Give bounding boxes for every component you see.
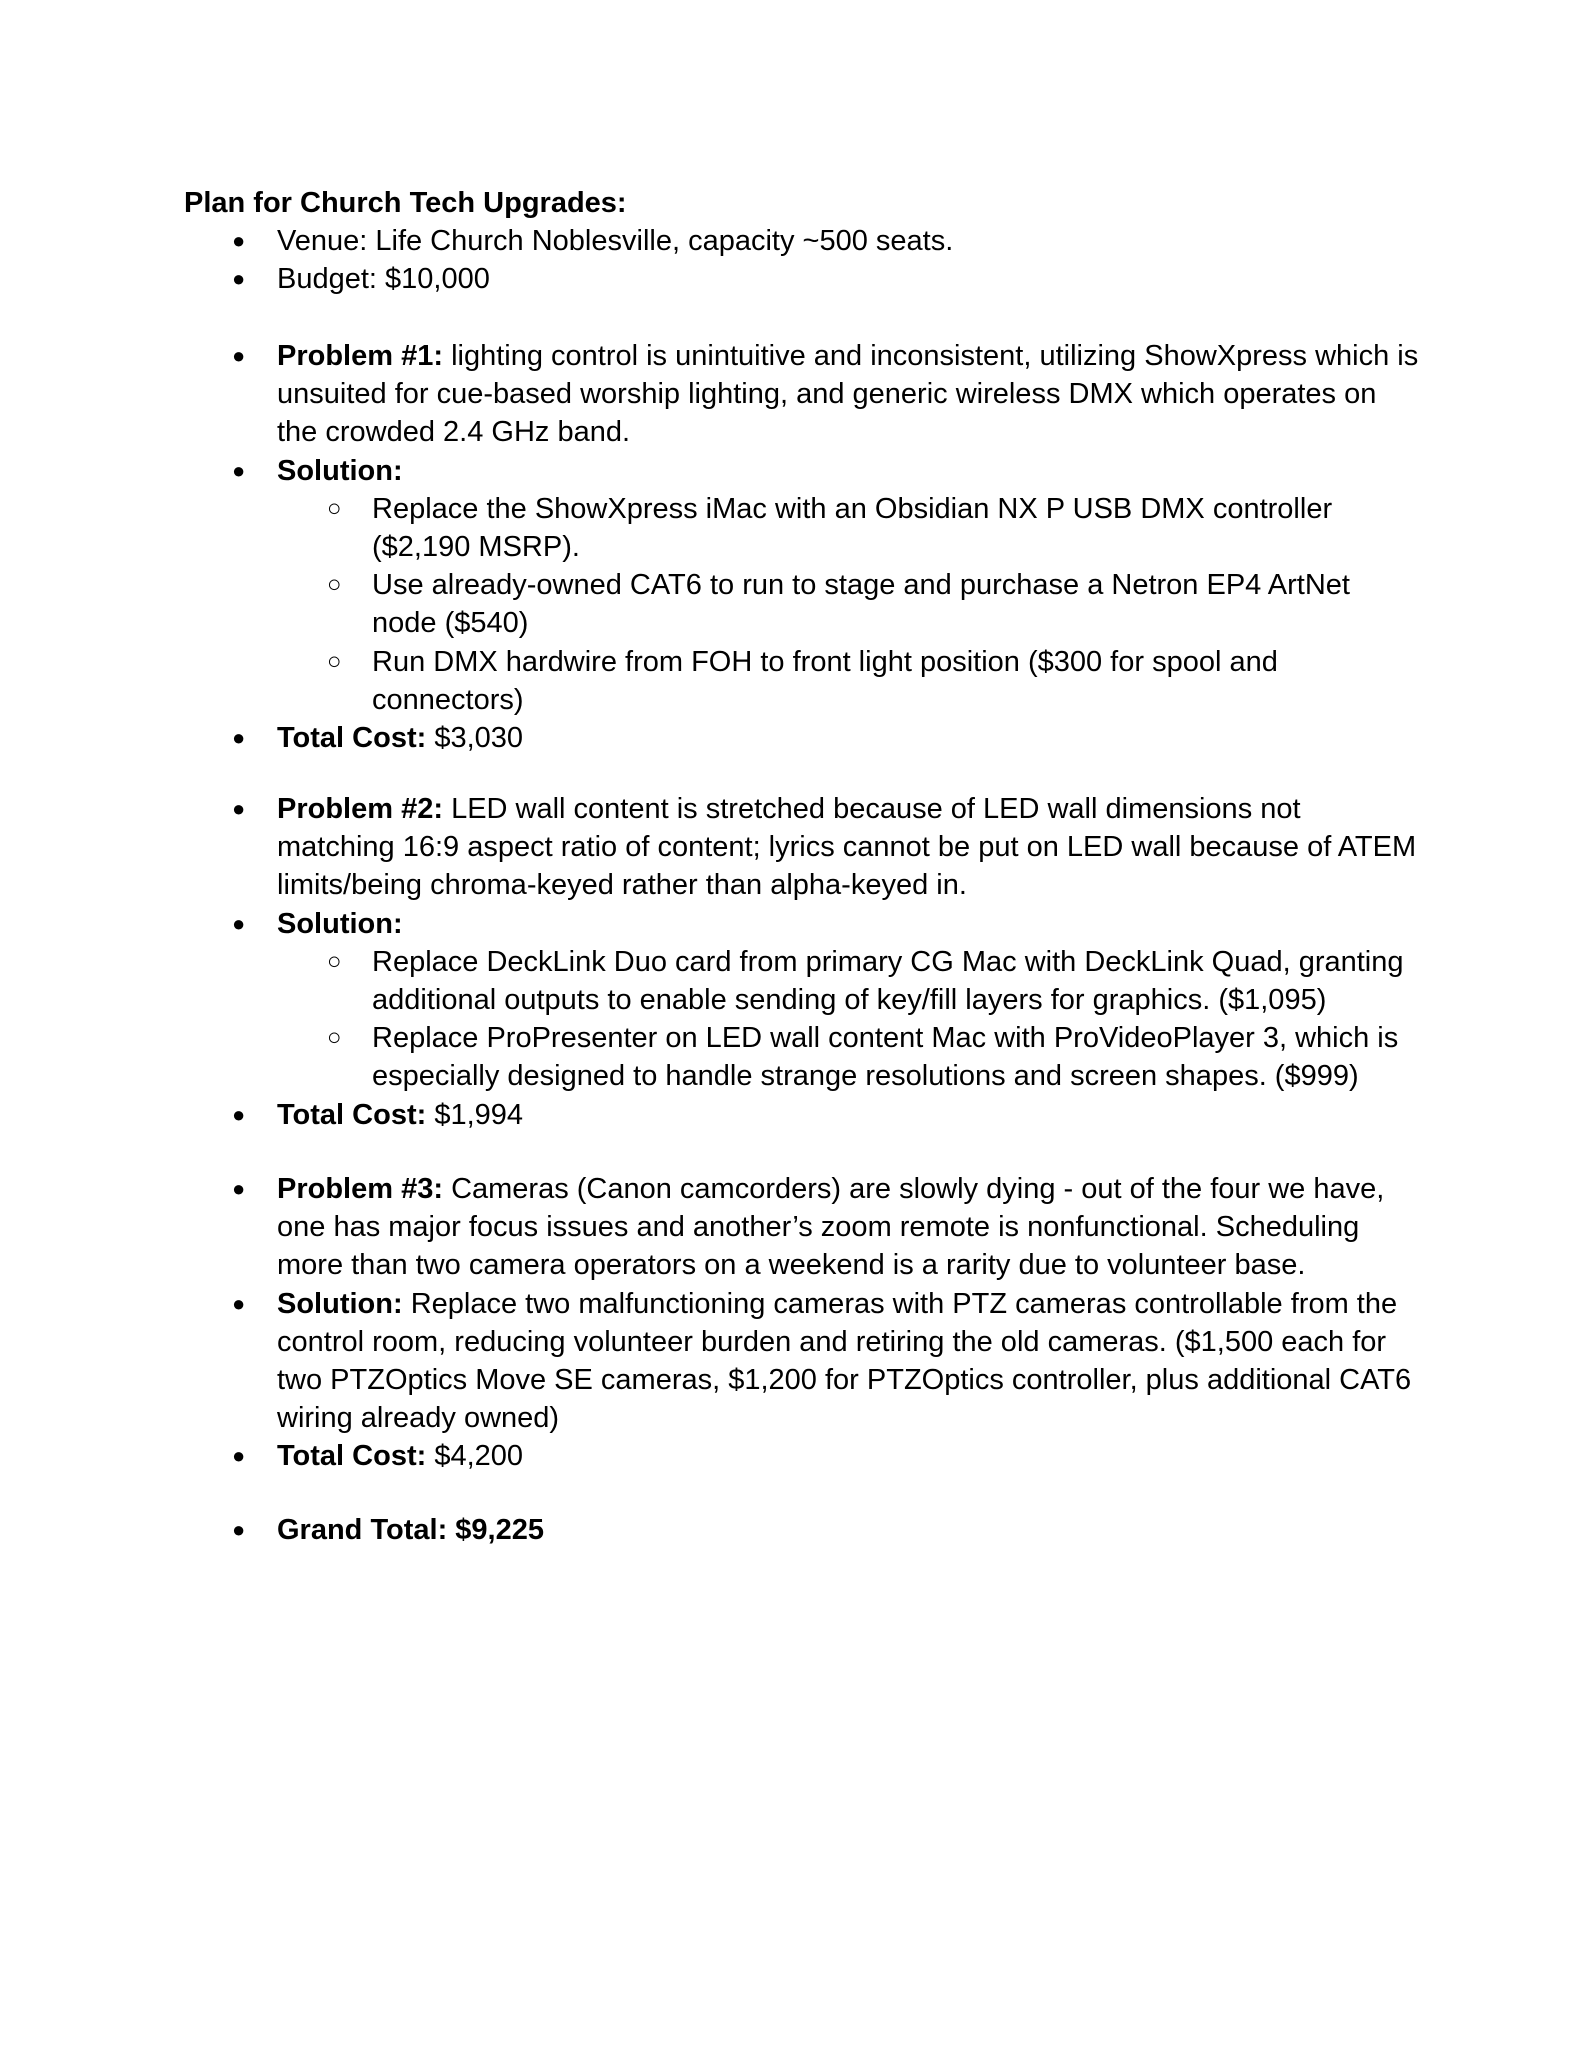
solution1-subitem-text: Run DMX hardwire from FOH to front light position ($300 for spool and connectors) [372, 645, 1278, 716]
solution1-item [0, 452, 1422, 490]
bullet-icon: ● [232, 343, 246, 368]
solution2-subitem [0, 1019, 1422, 1095]
total2-label: Total Cost: [277, 1098, 427, 1131]
total3-item [0, 1437, 1422, 1475]
total1-value: $3,030 [434, 722, 524, 755]
venue-item [0, 222, 1422, 260]
hollow-bullet-icon: ○ [327, 494, 342, 522]
problem1-section [0, 337, 1596, 757]
intro-section [0, 222, 1596, 298]
hollow-bullet-icon: ○ [327, 571, 342, 599]
problem1-text: lighting control is unintuitive and inconsistent, utilizing ShowXpress which is unsuited for cue-based worship lighting, and generic wireless DMX which operates on the crowded 2.4 GHz band. [277, 340, 1419, 449]
bullet-icon: ● [232, 910, 246, 936]
total1-item [0, 719, 1422, 757]
solution2-item [0, 905, 1422, 943]
grand-total-item [0, 1511, 1422, 1549]
problem3-section [0, 1170, 1596, 1476]
problem1-label: Problem #1: [277, 340, 443, 372]
problem2-section [0, 790, 1596, 1134]
bullet-icon: ● [232, 1101, 246, 1127]
solution3-text: Replace two malfunctioning cameras with PTZ cameras controllable from the control room, reducing volunteer burden and retiring the old cameras. ($1,500 each for two PTZOptics Move SE cameras, $1,200 for PTZOptics controller, plus additional CAT6 wiring already owned) [277, 1287, 1412, 1435]
grand-total-value: $9,225 [455, 1514, 544, 1546]
page-title: Plan for Church Tech Upgrades: [184, 187, 627, 219]
problem2-label: Problem #2: [277, 793, 443, 825]
solution1-subitem-text: Replace the ShowXpress iMac with an Obsidian NX P USB DMX controller ($2,190 MSRP). [372, 492, 1333, 564]
problem3-text: Cameras (Canon camcorders) are slowly dying - out of the four we have, one has major focus issues and another’s zoom remote is nonfunctional. Scheduling more than two camera operators on a weekend is a rarity due to volunteer base. [277, 1173, 1385, 1282]
solution1-subitem [0, 490, 1422, 566]
bullet-icon: ● [232, 1517, 246, 1542]
hollow-bullet-icon: ○ [327, 1024, 342, 1052]
bullet-icon: ● [232, 1290, 246, 1316]
solution3-item [0, 1285, 1429, 1438]
problem3-item [0, 1170, 1422, 1285]
solution1-subitem [0, 566, 1422, 642]
bullet-icon: ● [232, 1443, 246, 1469]
total2-item [0, 1096, 1422, 1134]
solution1-label: Solution: [277, 454, 403, 487]
total3-label: Total Cost: [277, 1440, 427, 1473]
total3-value: $4,200 [434, 1440, 524, 1473]
budget-item [0, 260, 1422, 298]
problem1-item [0, 337, 1422, 452]
bullet-icon: ● [232, 725, 246, 751]
bullet-icon: ● [232, 457, 246, 483]
bullet-icon: ● [232, 266, 246, 292]
solution3-label: Solution: [277, 1287, 403, 1320]
problem2-text: LED wall content is stretched because of LED wall dimensions not matching 16:9 aspect ratio of content; lyrics cannot be put on LED wall because of ATEM limits/being chroma-keyed rather than alpha-keyed in. [277, 793, 1417, 902]
problem2-item [0, 790, 1422, 905]
problem3-label: Problem #3: [277, 1173, 443, 1205]
bullet-icon: ● [232, 1176, 246, 1201]
hollow-bullet-icon: ○ [327, 947, 342, 975]
solution2-subitem [0, 943, 1422, 1019]
total1-label: Total Cost: [277, 722, 427, 755]
budget-text: Budget: $10,000 [277, 263, 490, 296]
solution2-subitem-text: Replace ProPresenter on LED wall content Mac with ProVideoPlayer 3, which is especially designed to handle strange resolutions and screen shapes. ($999) [372, 1022, 1399, 1093]
grand-total-label: Grand Total: [277, 1514, 448, 1546]
solution1-subitem [0, 643, 1292, 719]
total2-value: $1,994 [434, 1098, 524, 1131]
venue-text: Venue: Life Church Noblesville, capacity ~500 seats. [277, 225, 954, 257]
solution2-label: Solution: [277, 907, 403, 940]
bullet-icon: ● [232, 228, 246, 253]
solution2-subitem-text: Replace DeckLink Duo card from primary CG Mac with DeckLink Quad, granting additional outputs to enable sending of key/fill layers for graphics. ($1,095) [372, 945, 1404, 1017]
bullet-icon: ● [232, 796, 246, 821]
grand-total-section [0, 1511, 1596, 1549]
solution1-subitem-text: Use already-owned CAT6 to run to stage and purchase a Netron EP4 ArtNet node ($540) [372, 569, 1350, 640]
hollow-bullet-icon: ○ [327, 647, 342, 675]
